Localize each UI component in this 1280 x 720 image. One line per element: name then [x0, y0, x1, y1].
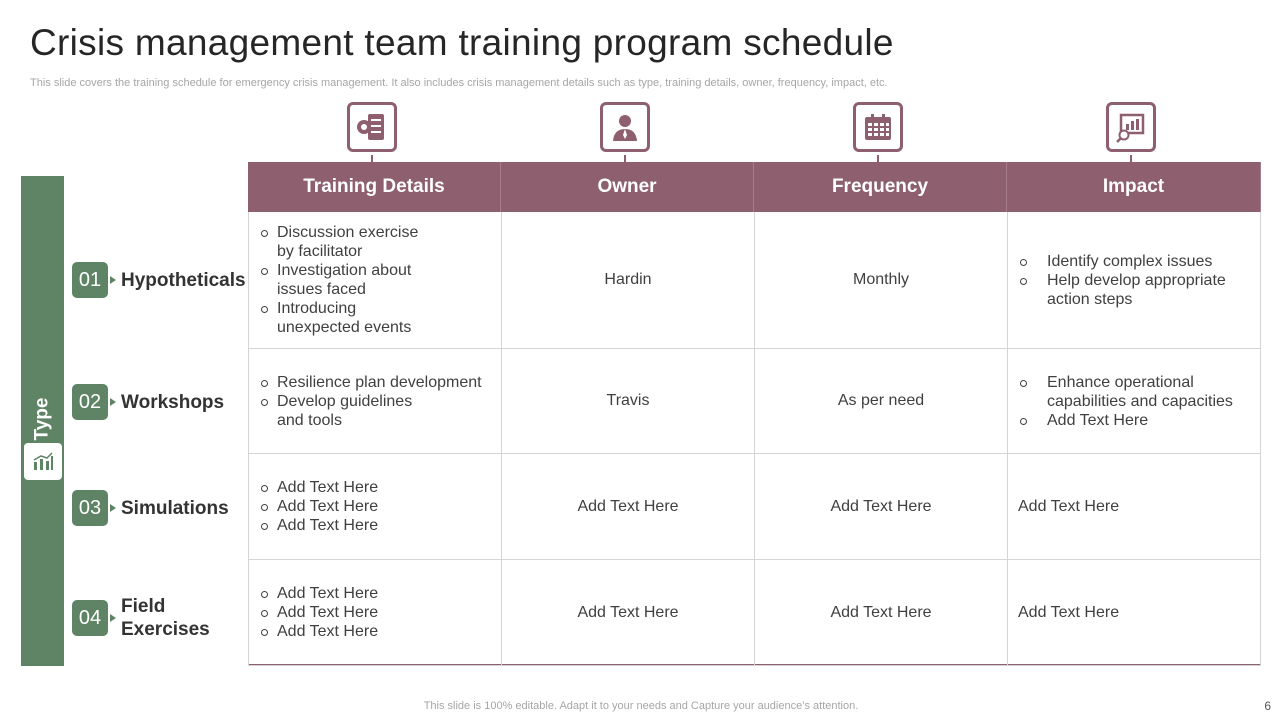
chart-magnifier-icon [1106, 102, 1156, 152]
list-item: Introducing unexpected events [259, 299, 434, 337]
list-item: Develop guidelines and tools [259, 392, 417, 430]
cell-frequency: As per need [754, 349, 1007, 454]
list-item: Add Text Here [259, 516, 378, 535]
list-item: Add Text Here [259, 478, 378, 497]
header-training-details: Training Details [248, 162, 501, 212]
cell-impact [1007, 349, 1261, 454]
cell-owner: Add Text Here [501, 560, 754, 666]
slide-title: Crisis management team training program schedule [30, 22, 894, 63]
list-item: Add Text Here [259, 622, 378, 641]
row-type-name: Workshops [121, 391, 225, 413]
cell-owner: Travis [501, 349, 754, 454]
row-number-badge: 03 [72, 490, 108, 526]
cell-impact [1007, 212, 1261, 349]
row-type-name: Field Exercises [121, 596, 210, 640]
list-item: Resilience plan development [259, 373, 489, 392]
row-label-field-exercises [72, 595, 221, 641]
person-icon [600, 102, 650, 152]
slide-subtitle: This slide covers the training schedule for emergency crisis management. It also includes crisis management details such as type, training details, owner, frequency, impact, etc. [30, 77, 888, 89]
list-item: Investigation about issues faced [259, 261, 434, 299]
row-label-hypotheticals [72, 262, 249, 298]
footer-note: This slide is 100% editable. Adapt it to your needs and Capture your audience’s attention. [423, 700, 859, 712]
row-label-workshops [72, 384, 249, 420]
cell-training-details [248, 212, 501, 349]
calendar-icon [853, 102, 903, 152]
list-item: Add Text Here [259, 584, 378, 603]
row-arrow [110, 614, 116, 622]
bar-chart-icon [24, 443, 62, 480]
list-item: Add Text Here [259, 497, 378, 516]
cell-owner: Hardin [501, 212, 754, 349]
page-number: 6 [1264, 699, 1271, 713]
row-arrow [110, 276, 116, 284]
cell-training-details [248, 454, 501, 560]
row-type-name: Simulations [121, 497, 229, 519]
checklist-gear-icon [347, 102, 397, 152]
list-item: Identify complex issues [1018, 252, 1243, 271]
header-impact: Impact [1007, 162, 1261, 212]
list-item: Add Text Here [259, 603, 378, 622]
cell-training-details [248, 349, 501, 454]
cell-frequency: Add Text Here [754, 454, 1007, 560]
list-item: Add Text Here [1018, 411, 1248, 430]
schedule-table [248, 162, 1261, 666]
list-item: Discussion exercise by facilitator [259, 223, 434, 261]
cell-frequency: Monthly [754, 212, 1007, 349]
cell-training-details [248, 560, 501, 666]
row-number-badge: 04 [72, 600, 108, 636]
type-label: Type [31, 397, 53, 441]
row-arrow [110, 398, 116, 406]
header-frequency: Frequency [754, 162, 1007, 212]
header-owner: Owner [501, 162, 754, 212]
row-label-simulations [72, 490, 249, 526]
row-arrow [110, 504, 116, 512]
cell-impact: Add Text Here [1007, 560, 1261, 666]
cell-impact: Add Text Here [1007, 454, 1261, 560]
list-item: Enhance operational capabilities and capacities [1018, 373, 1248, 411]
cell-owner: Add Text Here [501, 454, 754, 560]
row-number-badge: 01 [72, 262, 108, 298]
row-type-name: Hypotheticals [121, 269, 246, 291]
row-number-badge: 02 [72, 384, 108, 420]
list-item: Help develop appropriate action steps [1018, 271, 1243, 309]
cell-frequency: Add Text Here [754, 560, 1007, 666]
